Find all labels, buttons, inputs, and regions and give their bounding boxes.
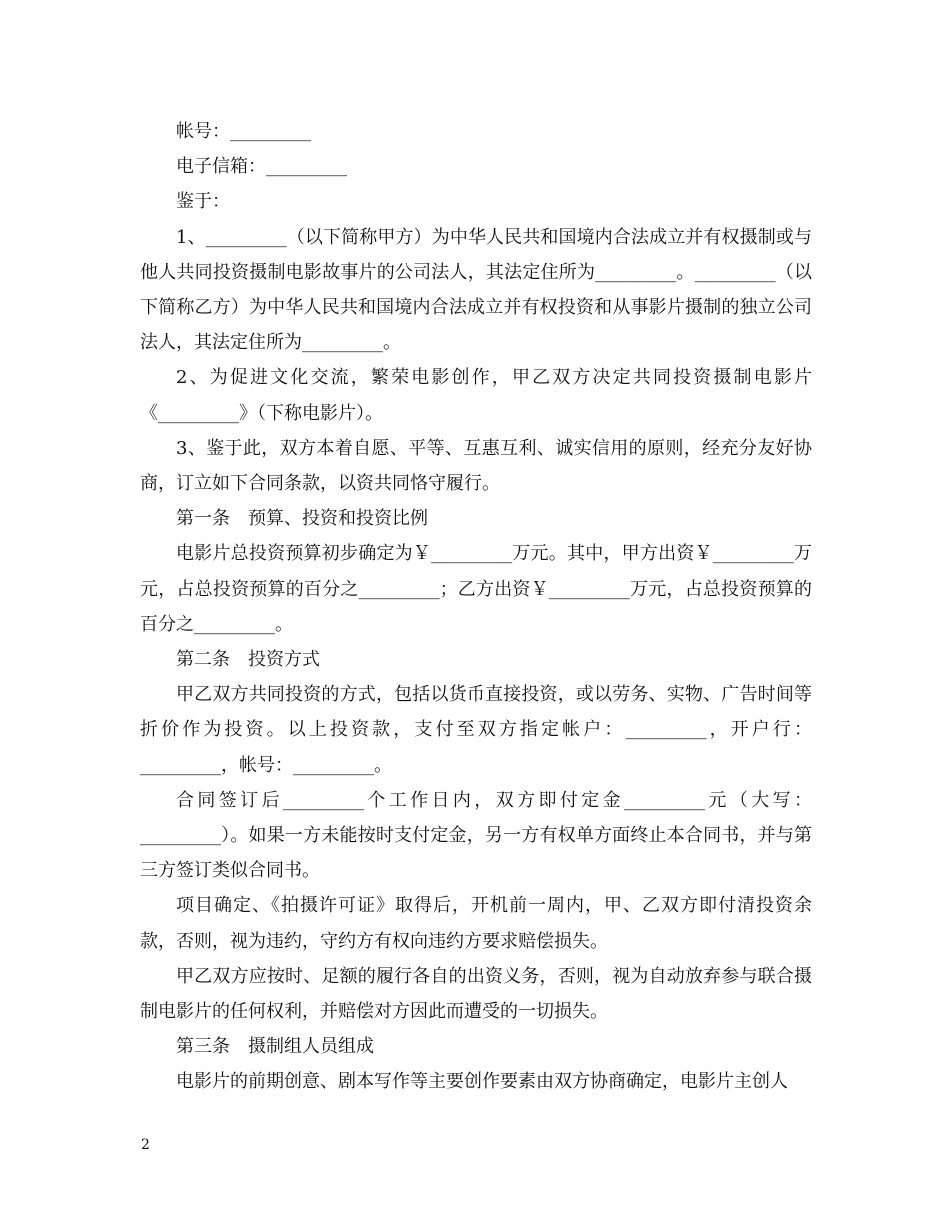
document-body	[140, 114, 812, 1100]
email-line: 电子信箱：_________	[176, 156, 347, 178]
page-number: 2	[141, 1137, 150, 1153]
article-2-heading: 第二条 投资方式	[176, 649, 320, 671]
article-3-paragraph: 电影片的前期创意、剧本写作等主要创作要素由双方协商确定，电影片主创人	[176, 1071, 788, 1093]
article-3-heading: 第三条 摄制组人员组成	[176, 1036, 374, 1058]
whereas-clause-1: 1、_________（以下简称甲方）为中华人民共和国境内合法成立并有权摄制或与他人共同投资摄制电影故事片的公司法人，其法定住所为_________。_________（以下简称乙方）为中华人民共和国境内合法成立并有权投资和从事影片摄制的独立公司法人，其法定住所为_________。	[140, 226, 812, 354]
whereas-clause-3: 3、鉴于此，双方本着自愿、平等、互惠互利、诚实信用的原则，经充分友好协商，订立如下合同条款，以资共同恪守履行。	[140, 437, 812, 495]
article-1-paragraph: 电影片总投资预算初步确定为￥_________万元。其中，甲方出资￥_________万元，占总投资预算的百分之_________；乙方出资￥_________万元，占总投资预算的百分之_________。	[140, 543, 812, 635]
article-2-paragraph-1: 甲乙双方共同投资的方式，包括以货币直接投资，或以劳务、实物、广告时间等折价作为投资。以上投资款，支付至双方指定帐户：_________，开户行：_________，帐号：_________。	[140, 684, 812, 776]
account-number-line: 帐号：_________	[176, 121, 311, 142]
article-2-paragraph-2: 合同签订后_________个工作日内，双方即付定金_________元（大写：_________）。如果一方未能按时支付定金，另一方有权单方面终止本合同书，并与第三方签订类似合同书。	[140, 789, 812, 882]
whereas-heading: 鉴于：	[176, 191, 230, 213]
article-2-paragraph-3: 项目确定、《拍摄许可证》取得后，开机前一周内，甲、乙双方即付清投资余款，否则，视为违约，守约方有权向违约方要求赔偿损失。	[140, 895, 812, 952]
article-1-heading: 第一条 预算、投资和投资比例	[176, 508, 428, 530]
article-2-paragraph-4: 甲乙双方应按时、足额的履行各自的出资义务，否则，视为自动放弃参与联合摄制电影片的任何权利，并赔偿对方因此而遭受的一切损失。	[140, 965, 812, 1023]
whereas-clause-2: 2、为促进文化交流，繁荣电影创作，甲乙双方决定共同投资摄制电影片《_________》（下称电影片）。	[140, 367, 812, 424]
